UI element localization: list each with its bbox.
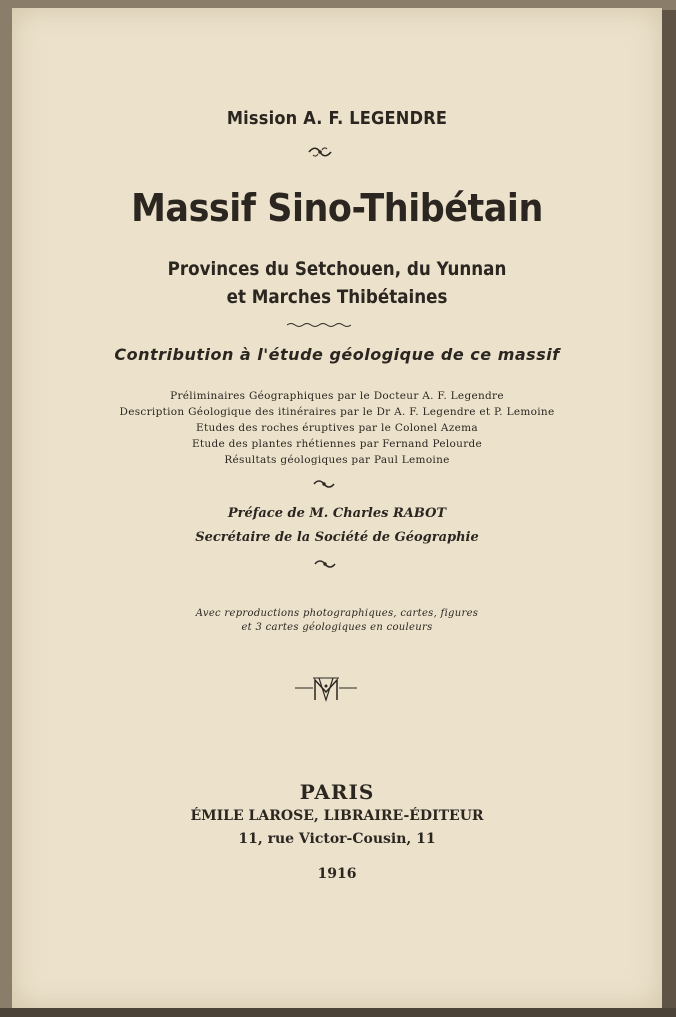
credit-line: Etudes des roches éruptives par le Colonel Azema: [196, 422, 478, 434]
publication-year: 1916: [317, 866, 357, 882]
wavy-rule-icon: [287, 322, 351, 328]
fleuron-ornament-icon: [307, 146, 333, 158]
fleuron-ornament-icon: [313, 558, 337, 570]
credit-line: Description Géologique des itinéraires par le Dr A. F. Legendre et P. Lemoine: [119, 406, 555, 418]
book-title: Massif Sino-Thibétain: [131, 186, 543, 230]
fleuron-ornament-icon: [312, 478, 336, 490]
mission-author: Mission A. F. LEGENDRE: [226, 108, 448, 129]
preface-line: Préface de M. Charles RABOT: [227, 506, 447, 521]
subtitle-line-1: Provinces du Setchouen, du Yunnan: [167, 258, 507, 280]
publication-city: PARIS: [299, 780, 375, 804]
reproductions-note-line-2: et 3 cartes géologiques en couleurs: [241, 622, 433, 633]
reproductions-note-line-1: Avec reproductions photographiques, cartes, figures: [195, 608, 479, 619]
credit-line: Préliminaires Géographiques par le Docteur A. F. Legendre: [170, 390, 504, 402]
book-cover: [12, 8, 662, 1008]
contribution-subtitle: Contribution à l'étude géologique de ce massif: [114, 345, 560, 364]
credit-line: Résultats géologiques par Paul Lemoine: [224, 454, 450, 466]
publisher-name: ÉMILE LAROSE, LIBRAIRE-ÉDITEUR: [190, 808, 484, 824]
preface-affiliation: Secrétaire de la Société de Géographie: [195, 530, 479, 545]
monogram-icon: [295, 674, 357, 704]
credit-line: Etude des plantes rhétiennes par Fernand Pelourde: [191, 438, 483, 450]
subtitle-line-2: et Marches Thibétaines: [226, 286, 448, 308]
book-edge-bottom: [0, 1008, 676, 1017]
publisher-address: 11, rue Victor-Cousin, 11: [238, 831, 436, 847]
